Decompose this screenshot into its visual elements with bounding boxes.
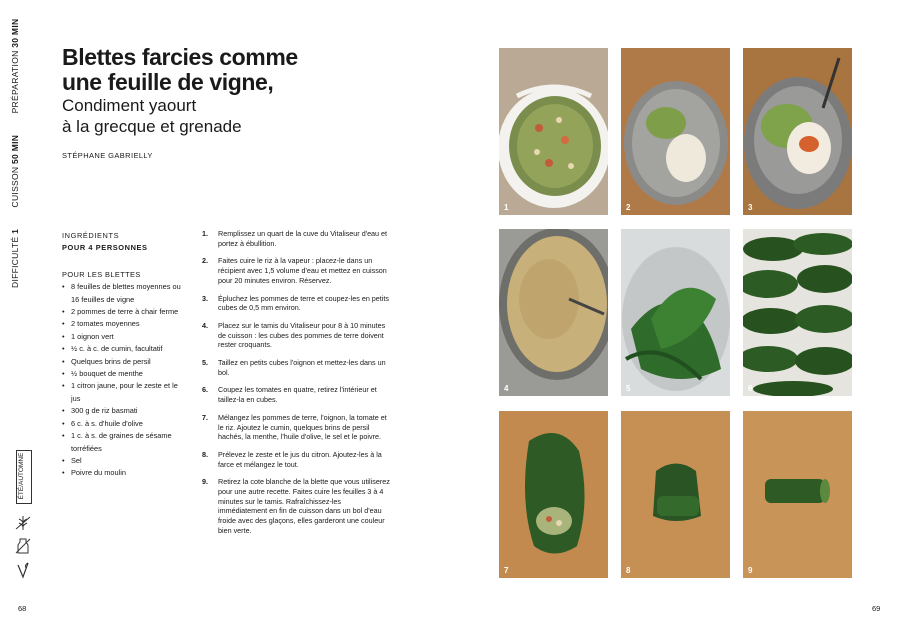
author-name: STÉPHANE GABRIELLY (62, 151, 153, 160)
step-number: 4. (202, 320, 208, 330)
step (202, 477, 392, 535)
step-number: 7. (202, 412, 208, 422)
step (202, 358, 392, 377)
step-text: Coupez les tomates en quatre, retirez l'intérieur et taillez-la en cubes. (218, 385, 377, 405)
photo-number: 3 (748, 203, 753, 212)
prep-label: PRÉPARATION (10, 50, 20, 114)
photo-number: 9 (748, 566, 753, 575)
step-text: Retirez la cote blanche de la blette que vous utiliserez pour une autre recette. Faites cuire les feuilles 3 à 4 minutes sur le tamis. Rafraîchissez-les immédiatement en fin de cuisson dans un bol d'eau froide avec des glaçons, elles garderont une couleur bien verte. (218, 477, 390, 535)
step-number: 8. (202, 449, 208, 459)
ingredients-label: INGRÉDIENTS (62, 231, 120, 240)
photo-step-2 (621, 48, 730, 215)
step (202, 413, 392, 442)
step (202, 385, 392, 404)
step-number: 6. (202, 385, 208, 395)
photo-step-7 (499, 411, 608, 578)
steps-block (202, 229, 392, 544)
photo-step-1 (499, 48, 608, 215)
ingredients-block (62, 230, 187, 480)
servings: POUR 4 PERSONNES (62, 243, 148, 253)
ingredient-item: • 2 tomates moyennes (62, 318, 187, 330)
step-text: Remplissez un quart de la cuve du Vitaliseur d'eau et portez à ébullition. (218, 229, 388, 248)
title-line-1: Blettes farcies comme (62, 44, 298, 70)
cook-value: 50 MIN (10, 134, 20, 164)
photo-number: 4 (504, 384, 509, 393)
photo-number: 2 (626, 203, 631, 212)
step (202, 294, 392, 313)
ingredient-item: • 8 feuilles de blettes moyennes ou 16 feuilles de vigne (62, 281, 187, 306)
subtitle-line-2: à la grecque et grenade (62, 117, 242, 136)
cook-label: CUISSON (10, 166, 20, 208)
photo-number: 8 (626, 566, 631, 575)
step-text: Mélangez les pommes de terre, l'oignon, la tomate et le riz. Ajoutez le cumin, quelques brins de persil hachés, la menthe, l'huile d'olive, le sel et le poivre. (218, 412, 387, 442)
page-number-right: 69 (872, 604, 881, 613)
step-text: Prélevez le zeste et le jus du citron. Ajoutez-les à la farce et mélangez le tout. (218, 449, 382, 469)
ingredients-section: POUR LES BLETTES (62, 269, 141, 279)
step-text: Taillez en petits cubes l'oignon et mettez-les dans un bol. (218, 358, 386, 377)
step-number: 9. (202, 477, 208, 487)
photo-step-8 (621, 411, 730, 578)
ingredient-list (62, 281, 187, 480)
ingredient-item: • Sel (62, 455, 187, 467)
step-number: 1. (202, 229, 208, 238)
diet-icons (14, 515, 32, 585)
photo-step-5 (621, 229, 730, 396)
step-number: 3. (202, 293, 208, 303)
title-line-2: une feuille de vigne, (62, 69, 274, 95)
step-text: Placez sur le tamis du Vitaliseur pour 8 à 10 minutes de cuisson : les cubes des pommes de terre doivent rester croquants. (218, 320, 386, 350)
ingredient-item: • 1 oignon vert (62, 331, 187, 343)
step (202, 321, 392, 350)
step-text: Épluchez les pommes de terre et coupez-les en petits cubes de 0,5 mm environ. (218, 293, 389, 313)
photo-step-3 (743, 48, 852, 215)
step-number: 5. (202, 358, 208, 368)
subtitle-line-1: Condiment yaourt (62, 96, 197, 115)
ingredient-item: • 1 citron jaune, pour le zeste et le jus (62, 380, 187, 405)
ingredient-item: • ½ c. à c. de cumin, facultatif (62, 343, 187, 355)
ingredient-item: • 300 g de riz basmati (62, 405, 187, 417)
no-dairy-icon (14, 537, 32, 555)
photo-number: 5 (626, 384, 631, 393)
recipe-title (62, 45, 372, 137)
photo-number: 6 (748, 384, 753, 393)
difficulty-label: DIFFICULTÉ (10, 236, 20, 288)
difficulty-value: 1 (10, 228, 20, 234)
season-label: ÉTÉ/AUTOMNE (18, 452, 25, 500)
photo-step-4 (499, 229, 608, 396)
ingredient-item: • ½ bouquet de menthe (62, 368, 187, 380)
vegetarian-icon (14, 561, 32, 579)
ingredient-item: • 1 c. à s. de graines de sésame torréfiées (62, 430, 187, 455)
photo-number: 7 (504, 566, 509, 575)
step (202, 450, 392, 469)
ingredient-item: • Quelques brins de persil (62, 356, 187, 368)
step-text: Faites cuire le riz à la vapeur : placez-le dans un récipient avec 1,5 volume d'eau et mettez en cuisson pour 20 minutes environ. Réservez. (218, 256, 387, 285)
photo-step-6 (743, 229, 852, 396)
step-number: 2. (202, 256, 208, 266)
no-gluten-icon (14, 515, 32, 531)
photo-step-9 (743, 411, 852, 578)
step (202, 229, 392, 248)
recipe-meta-strip (10, 18, 34, 288)
step (202, 256, 392, 285)
photo-number: 1 (504, 203, 509, 212)
ingredient-item: • 2 pommes de terre à chair ferme (62, 306, 187, 318)
page-number-left: 68 (18, 604, 27, 613)
prep-value: 30 MIN (10, 18, 20, 48)
ingredient-item: • Poivre du moulin (62, 467, 187, 479)
ingredient-item: • 6 c. à s. d'huile d'olive (62, 418, 187, 430)
season-badge (16, 450, 32, 504)
